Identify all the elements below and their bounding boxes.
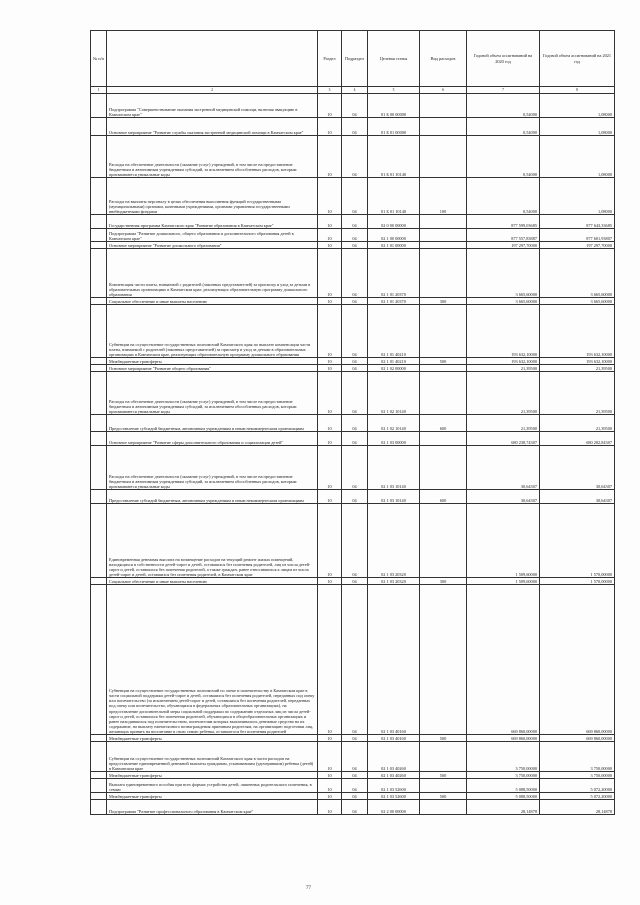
row-num-cell — [91, 94, 107, 118]
row-2021-cell: 1,08000 — [540, 118, 615, 136]
row-razdel-cell: 10 — [318, 229, 342, 242]
row-2020-cell: 5 088,50000 — [467, 793, 540, 800]
row-2020-cell: 0,54000 — [467, 94, 540, 118]
colnum: 7 — [467, 87, 540, 94]
row-2021-cell: 3 750,00000 — [540, 742, 615, 772]
row-2021-cell: 193 632,10000 — [540, 358, 615, 365]
table-row — [91, 800, 615, 815]
header-target-article: Целевая статья — [368, 31, 420, 87]
row-num-cell — [91, 229, 107, 242]
row-num-cell — [91, 779, 107, 793]
row-2020-cell: 3 750,00000 — [467, 772, 540, 779]
header-expense-type: Вид расходов — [420, 31, 467, 87]
row-2020-cell: 21,39500 — [467, 372, 540, 415]
row-2021-cell: 680 282,84307 — [540, 432, 615, 446]
colnum: 8 — [540, 87, 615, 94]
row-num-cell — [91, 800, 107, 815]
row-name-cell: Межбюджетные трансферты — [107, 772, 318, 779]
row-name-cell: Социальное обеспечение и иные выплаты населению — [107, 298, 318, 305]
row-razdel-cell: 10 — [318, 779, 342, 793]
row-podrazdel-cell: 04 — [342, 432, 368, 446]
row-podrazdel-cell: 04 — [342, 735, 368, 742]
row-2020-cell: 669 860,00000 — [467, 585, 540, 735]
colnum: 4 — [342, 87, 368, 94]
row-expense-type-cell: 500 — [420, 358, 467, 365]
table-row — [91, 578, 615, 585]
row-podrazdel-cell: 04 — [342, 585, 368, 735]
row-expense-type-cell: 500 — [420, 793, 467, 800]
row-2020-cell: 3 665,60000 — [467, 298, 540, 305]
row-num-cell — [91, 372, 107, 415]
row-num-cell — [91, 742, 107, 772]
row-num-cell — [91, 358, 107, 365]
row-podrazdel-cell: 04 — [342, 504, 368, 578]
row-razdel-cell: 10 — [318, 800, 342, 815]
row-name-cell: Расходы на обеспечение деятельности (оказание услуг) учреждений, в том числе на предоставление бюджетным и автономным учреждениям субсидий, за исключением обособленных расходов, которым присваиваются уникальные коды — [107, 446, 318, 490]
row-target-article-cell: 02 1 01 20370 — [368, 298, 420, 305]
row-expense-type-cell — [420, 800, 467, 815]
column-number-row — [91, 87, 615, 94]
row-razdel-cell: 10 — [318, 490, 342, 504]
header-num: № п/п — [91, 31, 107, 87]
table-row — [91, 793, 615, 800]
row-num-cell — [91, 215, 107, 229]
row-target-article-cell: 02 1 03 10140 — [368, 490, 420, 504]
row-2020-cell: 193 632,10000 — [467, 358, 540, 365]
row-podrazdel-cell: 04 — [342, 365, 368, 372]
row-name-cell: Подпрограмма "Развитие профессионального образования в Камчатском крае" — [107, 800, 318, 815]
table-row — [91, 779, 615, 793]
row-2021-cell: 21,39500 — [540, 365, 615, 372]
budget-table — [90, 30, 615, 815]
table-row — [91, 305, 615, 358]
row-num-cell — [91, 118, 107, 136]
row-name-cell: Субвенции на осуществление государственных полномочий по опеке и попечительству в Камчатском крае в части социальной поддержки детей-сирот и детей, оставшихся без попечения родителей, переданных под опеку или попечительство (за исключением детей-сирот и детей, оставшихся без попечения родителей, переданных под опеку или попечительство, обучающихся в федеральных образовательных организациях), на предоставление дополнительной меры социальной поддержки по содержанию отдельных лиц из числа детей-сирот и детей, оставшихся без попечения родителей, обучающихся в общеобразовательных организациях и ранее находившихся под попечительством, попечителям которых выплачивались денежные средства на их содержание, на выплату ежемесячного вознаграждения приемным родителям, на организацию подготовки лиц, желающих принять на воспитание в свою семью ребенка, оставшегося без попечения родителей — [107, 585, 318, 735]
table-row — [91, 178, 615, 215]
row-target-article-cell: 02 1 02 10140 — [368, 415, 420, 432]
row-name-cell: Выплата единовременного пособия при всех формах устройства детей, лишенных родительского попечения, в семью — [107, 779, 318, 793]
table-row — [91, 215, 615, 229]
colnum: 1 — [91, 87, 107, 94]
row-name-cell: Межбюджетные трансферты — [107, 358, 318, 365]
row-name-cell: Подпрограмма "Совершенствование оказания экстренной медицинской помощи, включая эвакуацию в Камчатском крае" — [107, 94, 318, 118]
row-name-cell: Основное мероприятие "Развитие службы оказания экстренной медицинской помощи в Камчатском крае" — [107, 118, 318, 136]
row-name-cell: Предоставление субсидий бюджетным, автономным учреждениям и иным некоммерческим организациям — [107, 490, 318, 504]
colnum: 6 — [420, 87, 467, 94]
table-row — [91, 298, 615, 305]
row-podrazdel-cell: 04 — [342, 249, 368, 298]
row-expense-type-cell — [420, 249, 467, 298]
row-podrazdel-cell: 04 — [342, 242, 368, 249]
row-num-cell — [91, 305, 107, 358]
row-target-article-cell: 02 1 01 40210 — [368, 358, 420, 365]
row-razdel-cell: 10 — [318, 578, 342, 585]
row-podrazdel-cell: 04 — [342, 305, 368, 358]
table-row — [91, 735, 615, 742]
row-target-article-cell: 02 1 03 10140 — [368, 446, 420, 490]
row-target-article-cell: 02 1 03 52600 — [368, 793, 420, 800]
row-2021-cell: 197 297,70000 — [540, 242, 615, 249]
row-razdel-cell: 10 — [318, 136, 342, 178]
row-name-cell: Компенсация части платы, взимаемой с родителей (законных представителей) за присмотр и уход за детьми в образовательных организациях в Камчатском крае, реализующих образовательную программу дошкольного образования — [107, 249, 318, 298]
row-2021-cell: 1,08000 — [540, 178, 615, 215]
row-name-cell: Расходы на выплаты персоналу в целях обеспечения выполнения функций государственными (муниципальными) органами, казенными учреждениями, органами управления государственными внебюджетными фондами — [107, 178, 318, 215]
row-2021-cell: 193 632,10000 — [540, 305, 615, 358]
row-2020-cell: 21,39500 — [467, 415, 540, 432]
row-razdel-cell: 10 — [318, 298, 342, 305]
row-podrazdel-cell: 04 — [342, 800, 368, 815]
row-razdel-cell: 10 — [318, 118, 342, 136]
row-2021-cell: 669 860,00000 — [540, 585, 615, 735]
row-target-article-cell: 01 Б 01 10140 — [368, 178, 420, 215]
row-razdel-cell: 10 — [318, 432, 342, 446]
table-row — [91, 490, 615, 504]
row-podrazdel-cell: 04 — [342, 94, 368, 118]
row-name-cell: Основное мероприятие "Развитие общего образования" — [107, 365, 318, 372]
row-podrazdel-cell: 04 — [342, 229, 368, 242]
row-2020-cell: 0,54000 — [467, 136, 540, 178]
colnum: 5 — [368, 87, 420, 94]
row-num-cell — [91, 504, 107, 578]
row-razdel-cell: 10 — [318, 585, 342, 735]
row-expense-type-cell: 300 — [420, 578, 467, 585]
row-2020-cell: 680 238,74307 — [467, 432, 540, 446]
row-name-cell: Предоставление субсидий бюджетным, автономным учреждениям и иным некоммерческим организациям — [107, 415, 318, 432]
row-target-article-cell: 02 1 03 40260 — [368, 772, 420, 779]
row-2021-cell: 30,64307 — [540, 490, 615, 504]
row-num-cell — [91, 446, 107, 490]
row-name-cell: Межбюджетные трансферты — [107, 735, 318, 742]
row-razdel-cell: 10 — [318, 446, 342, 490]
row-2021-cell: 30,64307 — [540, 446, 615, 490]
row-expense-type-cell: 300 — [420, 298, 467, 305]
row-podrazdel-cell: 04 — [342, 136, 368, 178]
row-razdel-cell: 10 — [318, 372, 342, 415]
row-podrazdel-cell: 04 — [342, 215, 368, 229]
row-2021-cell: 1,08000 — [540, 136, 615, 178]
row-2021-cell: 669 860,00000 — [540, 735, 615, 742]
header-name — [107, 31, 318, 87]
row-2021-cell: 1,08000 — [540, 94, 615, 118]
row-razdel-cell: 10 — [318, 94, 342, 118]
row-expense-type-cell — [420, 305, 467, 358]
row-num-cell — [91, 249, 107, 298]
row-podrazdel-cell: 04 — [342, 178, 368, 215]
table-header-row — [91, 31, 615, 87]
row-podrazdel-cell: 04 — [342, 415, 368, 432]
row-expense-type-cell — [420, 742, 467, 772]
colnum: 2 — [107, 87, 318, 94]
table-row — [91, 242, 615, 249]
row-2020-cell: 0,54000 — [467, 178, 540, 215]
row-num-cell — [91, 432, 107, 446]
row-name-cell: Расходы на обеспечение деятельности (оказание услуг) учреждений, в том числе на предоставление бюджетным и автономным учреждениям субсидий, за исключением обособленных расходов, которым присваиваются уникальные коды — [107, 372, 318, 415]
row-razdel-cell: 10 — [318, 249, 342, 298]
row-podrazdel-cell: 04 — [342, 793, 368, 800]
row-target-article-cell: 02 1 03 20320 — [368, 578, 420, 585]
row-2020-cell: 877 557,83887 — [467, 229, 540, 242]
table-body — [91, 94, 615, 815]
row-name-cell: Социальное обеспечение и иные выплаты населению — [107, 578, 318, 585]
row-num-cell — [91, 793, 107, 800]
row-expense-type-cell — [420, 118, 467, 136]
row-expense-type-cell: 500 — [420, 735, 467, 742]
table-row — [91, 372, 615, 415]
row-name-cell: Субвенции на осуществление государственных полномочий Камчатского края по выплате компенсации части платы, взимаемой с родителей (законных представителей) за присмотр и уход за детьми в образовательных организациях в Камчатском крае, реализующих образовательную программу дошкольного образования — [107, 305, 318, 358]
row-target-article-cell: 02 2 00 00000 — [368, 800, 420, 815]
row-num-cell — [91, 298, 107, 305]
row-podrazdel-cell: 04 — [342, 372, 368, 415]
row-razdel-cell: 10 — [318, 504, 342, 578]
row-num-cell — [91, 136, 107, 178]
row-target-article-cell: 02 1 03 00000 — [368, 432, 420, 446]
row-2021-cell: 3 665,60000 — [540, 249, 615, 298]
row-razdel-cell: 10 — [318, 415, 342, 432]
row-num-cell — [91, 242, 107, 249]
row-name-cell: Основное мероприятие "Развитие дошкольного образования" — [107, 242, 318, 249]
row-expense-type-cell — [420, 504, 467, 578]
row-razdel-cell: 10 — [318, 242, 342, 249]
row-expense-type-cell: 500 — [420, 772, 467, 779]
row-target-article-cell: 02 1 03 52600 — [368, 779, 420, 793]
row-2020-cell: 21,39500 — [467, 365, 540, 372]
row-target-article-cell: 02 1 01 40210 — [368, 305, 420, 358]
row-target-article-cell: 02 1 03 40260 — [368, 742, 420, 772]
table-row — [91, 94, 615, 118]
row-2021-cell: 28,14878 — [540, 800, 615, 815]
row-expense-type-cell — [420, 365, 467, 372]
row-name-cell: Единовременная денежная выплата на возмещение расходов на текущий ремонт жилых помещений, находящихся в собственности детей-сирот и детей, оставшихся без попечения родителей, лиц из числа детей-сирот и детей, оставшихся без попечения родителей, а также граждан, ранее относившихся к лицам из числа детей-сирот и детей, оставшихся без попечения родителей, в Камчатском крае — [107, 504, 318, 578]
row-name-cell: Субвенции на осуществление государственных полномочий Камчатского края в части расходов на предоставление единовременной денежной выплаты гражданам, усыновившим (удочерившим) ребенка (детей) в Камчатском крае — [107, 742, 318, 772]
header-razdel: Раздел — [318, 31, 342, 87]
row-2021-cell: 21,39500 — [540, 415, 615, 432]
row-2020-cell: 30,64307 — [467, 446, 540, 490]
row-razdel-cell: 10 — [318, 742, 342, 772]
table-row — [91, 365, 615, 372]
row-2020-cell: 1 509,60000 — [467, 578, 540, 585]
row-expense-type-cell — [420, 215, 467, 229]
row-num-cell — [91, 772, 107, 779]
row-razdel-cell: 10 — [318, 772, 342, 779]
table-row — [91, 772, 615, 779]
row-num-cell — [91, 415, 107, 432]
row-expense-type-cell — [420, 242, 467, 249]
row-expense-type-cell — [420, 94, 467, 118]
row-expense-type-cell: 600 — [420, 490, 467, 504]
row-2020-cell: 28,14878 — [467, 800, 540, 815]
row-target-article-cell: 02 0 00 00000 — [368, 215, 420, 229]
row-2020-cell: 877 599,03685 — [467, 215, 540, 229]
colnum: 3 — [318, 87, 342, 94]
table-row — [91, 504, 615, 578]
row-target-article-cell: 02 1 01 20370 — [368, 249, 420, 298]
row-razdel-cell: 10 — [318, 793, 342, 800]
row-expense-type-cell — [420, 779, 467, 793]
row-expense-type-cell — [420, 229, 467, 242]
row-razdel-cell: 10 — [318, 365, 342, 372]
row-2020-cell: 197 297,70000 — [467, 242, 540, 249]
row-target-article-cell: 02 1 01 00000 — [368, 242, 420, 249]
row-num-cell — [91, 490, 107, 504]
row-expense-type-cell — [420, 136, 467, 178]
row-2020-cell: 30,64307 — [467, 490, 540, 504]
row-podrazdel-cell: 04 — [342, 446, 368, 490]
row-target-article-cell: 02 1 03 40160 — [368, 735, 420, 742]
row-podrazdel-cell: 04 — [342, 779, 368, 793]
row-target-article-cell: 02 1 02 10140 — [368, 372, 420, 415]
row-2020-cell: 0,54000 — [467, 118, 540, 136]
row-name-cell: Межбюджетные трансферты — [107, 793, 318, 800]
header-2020: Годовой объем ассигнований на 2020 год — [467, 31, 540, 87]
row-num-cell — [91, 365, 107, 372]
row-podrazdel-cell: 04 — [342, 772, 368, 779]
table-row — [91, 432, 615, 446]
table-row — [91, 742, 615, 772]
table-row — [91, 585, 615, 735]
row-target-article-cell: 02 1 03 20320 — [368, 504, 420, 578]
row-2021-cell: 1 570,00000 — [540, 578, 615, 585]
row-num-cell — [91, 178, 107, 215]
row-expense-type-cell: 600 — [420, 415, 467, 432]
row-razdel-cell: 10 — [318, 178, 342, 215]
row-name-cell: Расходы на обеспечение деятельности (оказание услуг) учреждений, в том числе на предоставление бюджетным и автономным учреждениям субсидий, за исключением обособленных расходов, которым присваиваются уникальные коды — [107, 136, 318, 178]
row-expense-type-cell: 100 — [420, 178, 467, 215]
row-podrazdel-cell: 04 — [342, 742, 368, 772]
row-expense-type-cell — [420, 432, 467, 446]
row-podrazdel-cell: 04 — [342, 118, 368, 136]
row-target-article-cell: 01 Б 01 10140 — [368, 136, 420, 178]
row-target-article-cell: 02 1 02 00000 — [368, 365, 420, 372]
row-2020-cell: 193 632,10000 — [467, 305, 540, 358]
row-razdel-cell: 10 — [318, 735, 342, 742]
row-expense-type-cell — [420, 585, 467, 735]
row-2021-cell: 5 072,20000 — [540, 779, 615, 793]
row-podrazdel-cell: 04 — [342, 578, 368, 585]
row-target-article-cell: 01 Б 01 00000 — [368, 118, 420, 136]
row-target-article-cell: 02 1 03 40160 — [368, 585, 420, 735]
row-podrazdel-cell: 04 — [342, 298, 368, 305]
table-row — [91, 229, 615, 242]
table-row — [91, 249, 615, 298]
row-name-cell: Государственная программа Камчатского края "Развитие образования в Камчатском крае" — [107, 215, 318, 229]
row-razdel-cell: 10 — [318, 358, 342, 365]
table-row — [91, 446, 615, 490]
row-2021-cell: 3 665,60000 — [540, 298, 615, 305]
table-row — [91, 358, 615, 365]
row-name-cell: Основное мероприятие "Развитие сферы дополнительного образования и социализации детей" — [107, 432, 318, 446]
row-name-cell: Подпрограмма "Развитие дошкольного, общего образования и дополнительного образования детей в Камчатском крае" — [107, 229, 318, 242]
row-2021-cell: 877 643,33685 — [540, 215, 615, 229]
table-row — [91, 118, 615, 136]
row-target-article-cell: 02 1 00 00000 — [368, 229, 420, 242]
header-podrazdel: Подраздел — [342, 31, 368, 87]
row-2021-cell: 3 750,00000 — [540, 772, 615, 779]
row-2020-cell: 3 665,60000 — [467, 249, 540, 298]
table-row — [91, 415, 615, 432]
row-num-cell — [91, 578, 107, 585]
row-num-cell — [91, 585, 107, 735]
row-razdel-cell: 10 — [318, 305, 342, 358]
table-row — [91, 136, 615, 178]
row-2021-cell: 5 072,20000 — [540, 793, 615, 800]
row-2021-cell: 21,39500 — [540, 372, 615, 415]
row-podrazdel-cell: 04 — [342, 490, 368, 504]
row-2020-cell: 669 860,00000 — [467, 735, 540, 742]
row-razdel-cell: 10 — [318, 215, 342, 229]
header-2021: Годовой объем ассигнований на 2021 год — [540, 31, 615, 87]
row-2020-cell: 1 509,60000 — [467, 504, 540, 578]
row-2020-cell: 3 750,00000 — [467, 742, 540, 772]
row-expense-type-cell — [420, 372, 467, 415]
row-2021-cell: 1 570,00000 — [540, 504, 615, 578]
page-number: 77 — [306, 886, 311, 891]
row-podrazdel-cell: 04 — [342, 358, 368, 365]
row-expense-type-cell — [420, 446, 467, 490]
row-num-cell — [91, 735, 107, 742]
row-2021-cell: 877 601,93807 — [540, 229, 615, 242]
row-2020-cell: 5 088,50000 — [467, 779, 540, 793]
row-target-article-cell: 01 Б 00 00000 — [368, 94, 420, 118]
